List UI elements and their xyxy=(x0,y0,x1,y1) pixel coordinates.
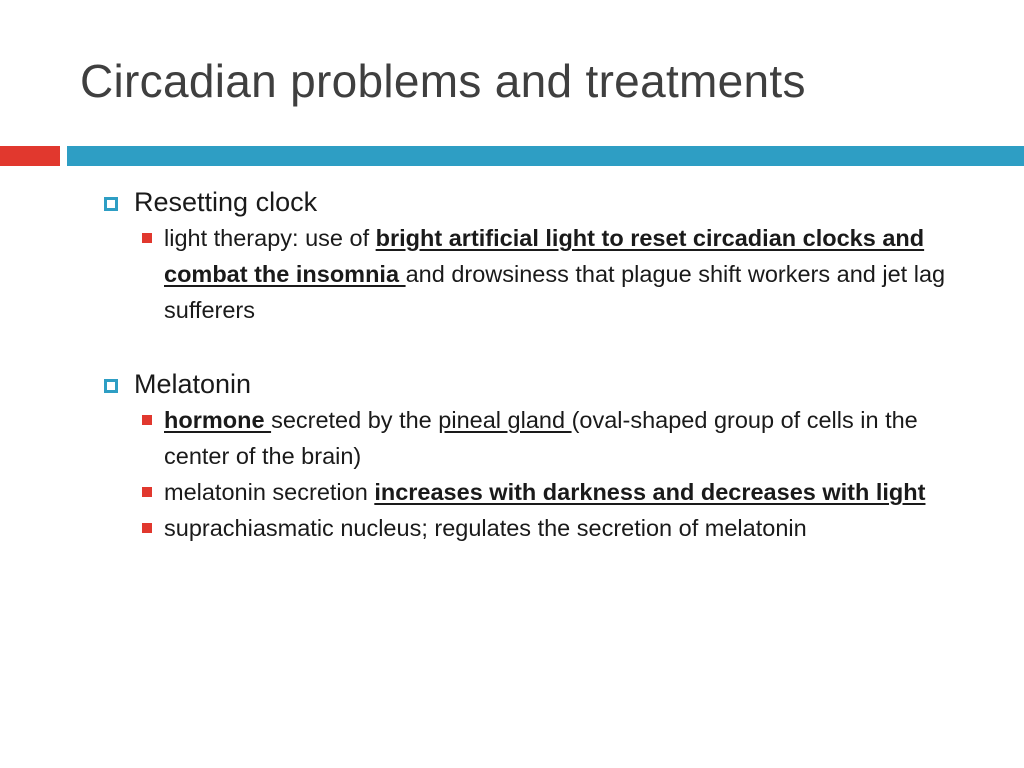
sub-bullet-light-therapy xyxy=(134,220,954,328)
sub-bullet-hormone xyxy=(134,402,954,474)
sub-bullet-text: melatonin secretion xyxy=(164,479,375,505)
underlined-text: pineal gland xyxy=(438,407,572,433)
emphasized-text: hormone xyxy=(164,407,272,433)
square-bullet-icon xyxy=(104,197,118,211)
slide-title: Circadian problems and treatments xyxy=(80,55,806,107)
bullet-heading: Resetting clock xyxy=(134,187,318,217)
sub-bullet-melatonin-secretion xyxy=(134,474,954,510)
bullet-heading: Melatonin xyxy=(134,369,252,399)
accent-bar-blue xyxy=(67,146,1024,166)
sub-bullet-text: secreted by the xyxy=(271,407,439,433)
filled-square-bullet-icon xyxy=(142,233,152,243)
filled-square-bullet-icon xyxy=(142,487,152,497)
square-bullet-icon xyxy=(104,379,118,393)
accent-bar-red xyxy=(0,146,60,166)
sub-bullet-suprachiasmatic xyxy=(134,510,954,546)
sub-bullet-text: suprachiasmatic nucleus; regulates the secretion of melatonin xyxy=(164,515,807,541)
filled-square-bullet-icon xyxy=(142,415,152,425)
sub-bullet-text: and drowsiness that plague shift workers and jet lag sufferers xyxy=(164,261,946,323)
slide-content xyxy=(104,184,984,546)
bullet-resetting-clock xyxy=(104,184,984,220)
emphasized-text: bright artificial light to reset circadian clocks and combat the insomnia xyxy=(164,225,925,287)
filled-square-bullet-icon xyxy=(142,523,152,533)
sub-bullet-text: light therapy: use of xyxy=(164,225,376,251)
bullet-melatonin xyxy=(104,366,984,402)
sub-bullet-text: (oval-shaped group of cells in the center of the brain) xyxy=(164,407,918,469)
emphasized-text: increases with darkness and decreases with light xyxy=(374,479,926,505)
